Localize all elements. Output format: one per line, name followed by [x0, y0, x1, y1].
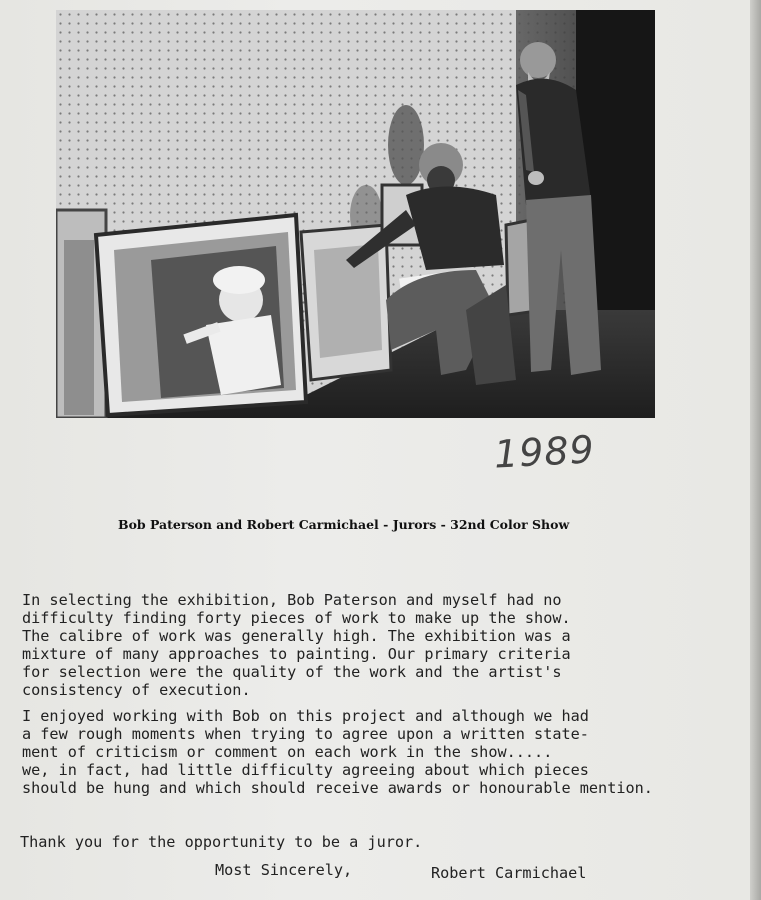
- body-paragraph-2: I enjoyed working with Bob on this project and although we had a few rough moments when trying to agree upon a written state- ment of criticism or comment on each work in the show..... we, in fact, had little difficulty agreeing about which pieces should be hung and which should receive awards or honourable mention.: [22, 707, 653, 797]
- closing-salutation: Most Sincerely,: [215, 861, 353, 879]
- signer-name: Robert Carmichael: [431, 864, 587, 882]
- page-edge-shadow: [750, 0, 761, 900]
- jurors-photo: [56, 10, 655, 418]
- thanks-line: Thank you for the opportunity to be a juror.: [20, 833, 423, 851]
- body-paragraph-1: In selecting the exhibition, Bob Paterson and myself had no difficulty finding forty pieces of work to make up the show. The calibre of work was generally high. The exhibition was a mixture of many approaches to painting. Our primary criteria for selection were the quality of the work and the artist's consistency of execution.: [22, 591, 571, 699]
- handwritten-year: 1989: [492, 427, 596, 477]
- photo-caption: Bob Paterson and Robert Carmichael - Jurors - 32nd Color Show: [118, 517, 570, 532]
